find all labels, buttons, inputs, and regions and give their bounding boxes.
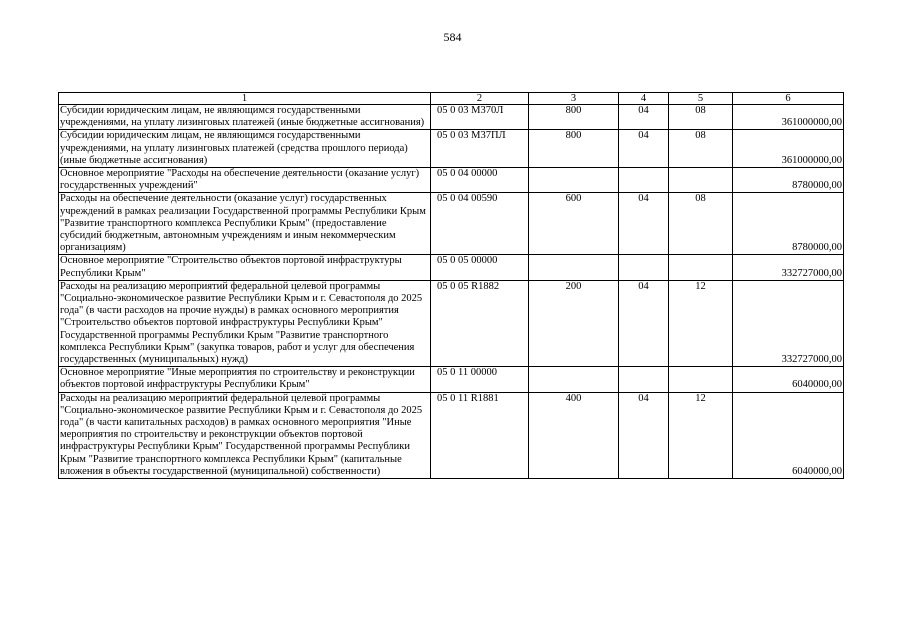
row-subsection: 08	[669, 193, 733, 255]
row-name: Субсидии юридическим лицам, не являющимся государственными учреждениями, на уплату лизинговых платежей (средства прошлого периода) (иные бюджетные ассигнования)	[59, 130, 431, 168]
row-target-article: 05 0 04 00000	[431, 168, 529, 193]
row-amount: 8780000,00	[733, 168, 844, 193]
row-subsection: 12	[669, 392, 733, 478]
row-name: Расходы на реализацию мероприятий федеральной целевой программы "Социально-экономическое развитие Республики Крым и г. Севастополя до 2025 года" (в части расходов на прочие нужды) в рамках основного мероприятия "Строительство объектов портовой инфраструктуры Республики Крым" Государственной программы Республики Крым "Развитие транспортного комплекса Республики Крым" (закупка товаров, работ и услуг для обеспечения государственных (муниципальных) нужд)	[59, 280, 431, 366]
row-target-article: 05 0 04 00590	[431, 193, 529, 255]
row-amount: 6040000,00	[733, 392, 844, 478]
row-section	[619, 367, 669, 392]
table-row	[59, 280, 844, 366]
row-expense-type: 200	[529, 280, 619, 366]
column-header-name: 1	[59, 93, 431, 105]
table-row	[59, 193, 844, 255]
row-expense-type	[529, 168, 619, 193]
row-section: 04	[619, 105, 669, 130]
table-row	[59, 392, 844, 478]
page-number: 584	[443, 30, 462, 44]
row-name: Субсидии юридическим лицам, не являющимся государственными учреждениями, на уплату лизинговых платежей (иные бюджетные ассигнования)	[59, 105, 431, 130]
row-section: 04	[619, 130, 669, 168]
row-amount: 8780000,00	[733, 193, 844, 255]
row-name: Расходы на обеспечение деятельности (оказание услуг) государственных учреждений в рамках реализации Государственной программы Республики Крым "Развитие транспортного комплекса Республики Крым" (предоставление субсидий бюджетным, автономным учреждениям и иным некоммерческим организациям)	[59, 193, 431, 255]
row-subsection	[669, 168, 733, 193]
row-target-article: 05 0 05 00000	[431, 255, 529, 280]
table-row	[59, 105, 844, 130]
row-amount: 6040000,00	[733, 367, 844, 392]
table-row	[59, 255, 844, 280]
column-header-rz: 4	[619, 93, 669, 105]
row-subsection: 12	[669, 280, 733, 366]
row-section: 04	[619, 392, 669, 478]
row-expense-type: 600	[529, 193, 619, 255]
table-row	[59, 130, 844, 168]
row-name: Основное мероприятие "Строительство объектов портовой инфраструктуры Республики Крым"	[59, 255, 431, 280]
row-amount: 332727000,00	[733, 280, 844, 366]
row-target-article: 05 0 03 М37ПЛ	[431, 130, 529, 168]
row-expense-type	[529, 367, 619, 392]
row-section: 04	[619, 193, 669, 255]
row-expense-type: 800	[529, 105, 619, 130]
row-section	[619, 168, 669, 193]
column-header-csr: 2	[431, 93, 529, 105]
table-header-row	[59, 93, 844, 105]
row-target-article: 05 0 11 R1881	[431, 392, 529, 478]
row-section: 04	[619, 280, 669, 366]
row-amount: 332727000,00	[733, 255, 844, 280]
row-subsection: 08	[669, 105, 733, 130]
row-subsection	[669, 367, 733, 392]
row-expense-type: 400	[529, 392, 619, 478]
row-expense-type	[529, 255, 619, 280]
row-target-article: 05 0 05 R1882	[431, 280, 529, 366]
row-expense-type: 800	[529, 130, 619, 168]
row-name: Основное мероприятие "Иные мероприятия по строительству и реконструкции объектов портовой инфраструктуры Республики Крым"	[59, 367, 431, 392]
row-amount: 361000000,00	[733, 105, 844, 130]
row-subsection	[669, 255, 733, 280]
row-name: Основное мероприятие "Расходы на обеспечение деятельности (оказание услуг) государственных учреждений"	[59, 168, 431, 193]
column-header-amount: 6	[733, 93, 844, 105]
budget-table	[58, 92, 844, 479]
column-header-pr: 5	[669, 93, 733, 105]
row-target-article: 05 0 03 М370Л	[431, 105, 529, 130]
row-subsection: 08	[669, 130, 733, 168]
row-amount: 361000000,00	[733, 130, 844, 168]
row-target-article: 05 0 11 00000	[431, 367, 529, 392]
table-row	[59, 367, 844, 392]
column-header-vr: 3	[529, 93, 619, 105]
table-row	[59, 168, 844, 193]
row-section	[619, 255, 669, 280]
row-name: Расходы на реализацию мероприятий федеральной целевой программы "Социально-экономическое развитие Республики Крым и г. Севастополя до 2025 года" (в части капитальных расходов) в рамках основного мероприятия "Иные мероприятия по строительству и реконструкции объектов портовой инфраструктуры Республики Крым" Государственной программы Республики Крым "Развитие транспортного комплекса Республики Крым" (капитальные вложения в объекты государственной (муниципальной) собственности)	[59, 392, 431, 478]
